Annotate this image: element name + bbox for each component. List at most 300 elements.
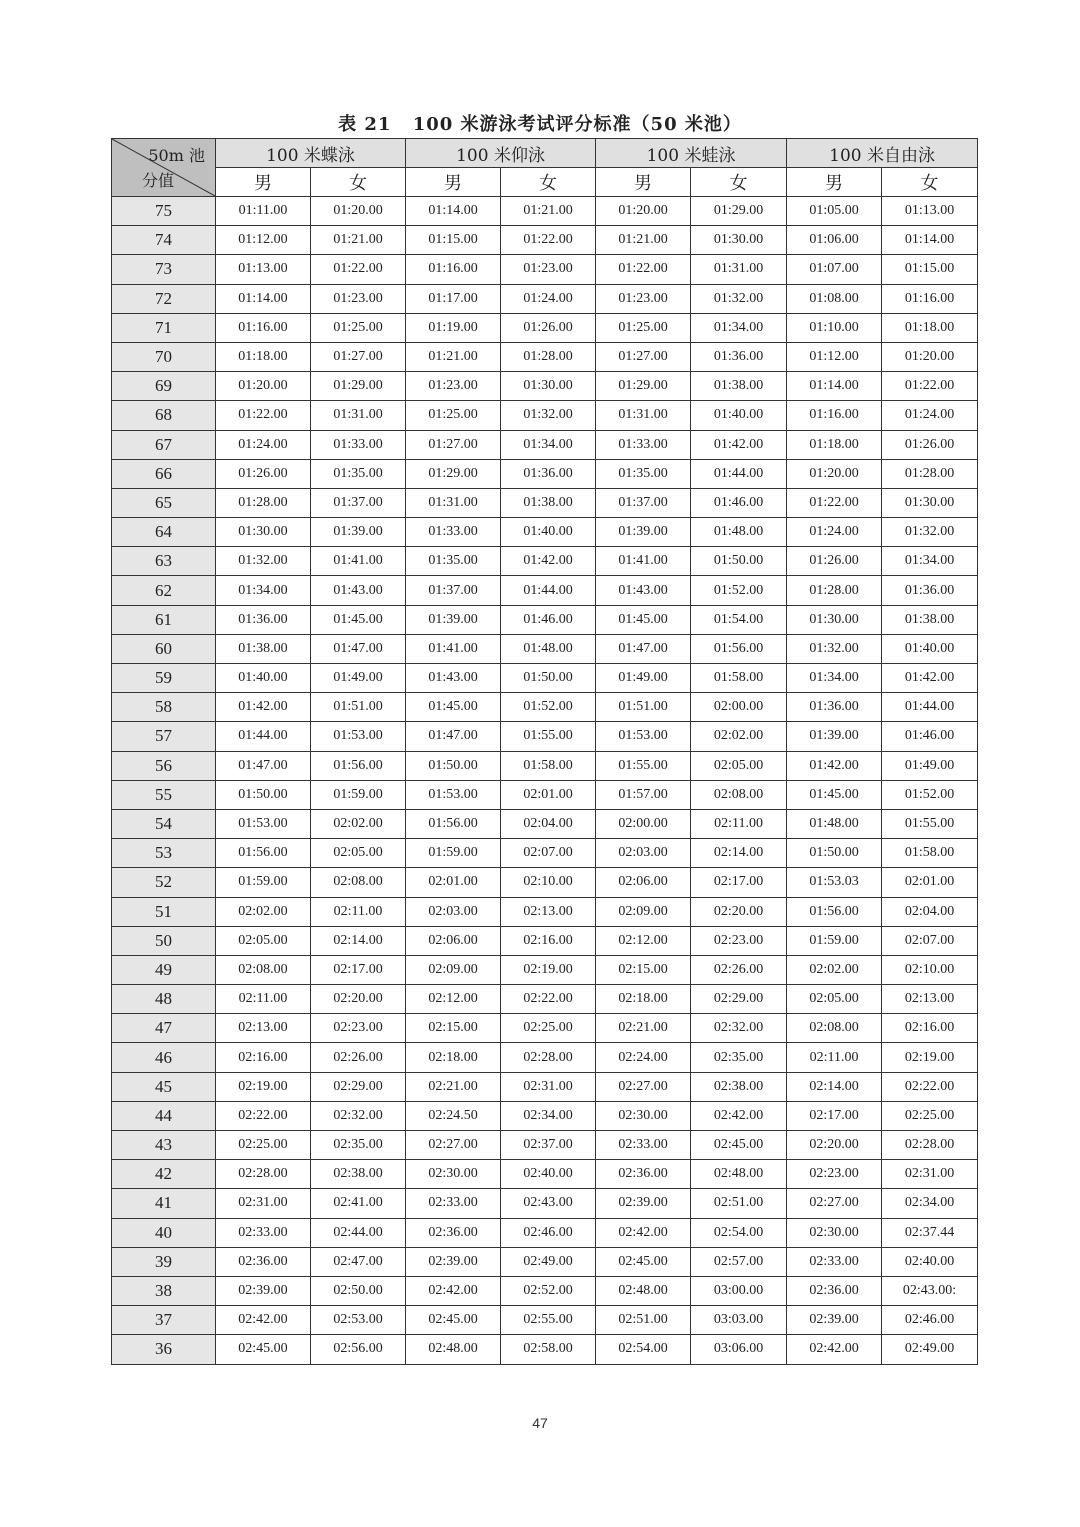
time-cell: 02:24.50 (406, 1101, 501, 1130)
time-cell: 02:39.00 (787, 1306, 882, 1335)
time-cell: 02:04.00 (501, 809, 596, 838)
time-cell: 01:05.00 (787, 197, 882, 226)
time-cell: 02:30.00 (596, 1101, 691, 1130)
table-number: 表 21 (338, 114, 392, 135)
time-cell: 02:48.00 (406, 1335, 501, 1364)
table-row (112, 1218, 978, 1247)
time-cell: 01:56.00 (216, 839, 311, 868)
score-value: 44 (112, 1101, 216, 1130)
score-value: 63 (112, 547, 216, 576)
time-cell: 02:20.00 (691, 897, 787, 926)
time-cell: 01:20.00 (882, 342, 978, 371)
time-cell: 02:16.00 (882, 1014, 978, 1043)
time-cell: 01:40.00 (216, 664, 311, 693)
time-cell: 02:25.00 (216, 1131, 311, 1160)
time-cell: 02:11.00 (311, 897, 406, 926)
time-cell: 02:39.00 (406, 1247, 501, 1276)
time-cell: 02:26.00 (691, 955, 787, 984)
time-cell: 02:01.00 (406, 868, 501, 897)
time-cell: 02:43.00 (501, 1189, 596, 1218)
time-cell: 01:16.00 (882, 284, 978, 313)
time-cell: 01:32.00 (216, 547, 311, 576)
time-cell: 01:47.00 (406, 722, 501, 751)
time-cell: 02:49.00 (501, 1247, 596, 1276)
time-cell: 02:20.00 (787, 1131, 882, 1160)
time-cell: 02:33.00 (216, 1218, 311, 1247)
time-cell: 02:35.00 (311, 1131, 406, 1160)
corner-score-label: 分值 (142, 171, 175, 190)
time-cell: 01:41.00 (596, 547, 691, 576)
score-value: 50 (112, 926, 216, 955)
time-cell: 01:58.00 (882, 839, 978, 868)
time-cell: 02:31.00 (882, 1160, 978, 1189)
time-cell: 01:30.00 (882, 488, 978, 517)
time-cell: 01:48.00 (691, 518, 787, 547)
time-cell: 01:24.00 (787, 518, 882, 547)
time-cell: 03:06.00 (691, 1335, 787, 1364)
time-cell: 01:58.00 (691, 664, 787, 693)
table-row (112, 985, 978, 1014)
table-row (112, 372, 978, 401)
time-cell: 02:55.00 (501, 1306, 596, 1335)
time-cell: 01:35.00 (406, 547, 501, 576)
time-cell: 01:34.00 (787, 664, 882, 693)
time-cell: 01:24.00 (501, 284, 596, 313)
time-cell: 01:17.00 (406, 284, 501, 313)
time-cell: 02:49.00 (882, 1335, 978, 1364)
score-value: 56 (112, 751, 216, 780)
time-cell: 02:16.00 (501, 926, 596, 955)
time-cell: 01:40.00 (882, 634, 978, 663)
time-cell: 01:52.00 (882, 780, 978, 809)
time-cell: 02:21.00 (406, 1072, 501, 1101)
time-cell: 01:38.00 (501, 488, 596, 517)
time-cell: 01:50.00 (691, 547, 787, 576)
time-cell: 02:36.00 (216, 1247, 311, 1276)
time-cell: 02:19.00 (501, 955, 596, 984)
time-cell: 02:14.00 (691, 839, 787, 868)
time-cell: 01:15.00 (882, 255, 978, 284)
time-cell: 01:53.03 (787, 868, 882, 897)
time-cell: 02:54.00 (691, 1218, 787, 1247)
table-row (112, 430, 978, 459)
time-cell: 02:46.00 (882, 1306, 978, 1335)
time-cell: 02:14.00 (311, 926, 406, 955)
time-cell: 02:36.00 (596, 1160, 691, 1189)
time-cell: 01:38.00 (882, 605, 978, 634)
score-value: 66 (112, 459, 216, 488)
time-cell: 02:10.00 (501, 868, 596, 897)
table-row (112, 284, 978, 313)
time-cell: 02:37.44 (882, 1218, 978, 1247)
corner-pool-label: 50m 池 (148, 146, 205, 165)
time-cell: 02:22.00 (216, 1101, 311, 1130)
corner-header (112, 139, 216, 197)
time-cell: 02:48.00 (691, 1160, 787, 1189)
time-cell: 02:17.00 (311, 955, 406, 984)
time-cell: 02:41.00 (311, 1189, 406, 1218)
time-cell: 02:57.00 (691, 1247, 787, 1276)
gender-header: 男 (216, 168, 311, 197)
time-cell: 01:12.00 (787, 342, 882, 371)
time-cell: 01:53.00 (311, 722, 406, 751)
time-cell: 02:45.00 (691, 1131, 787, 1160)
time-cell: 01:27.00 (311, 342, 406, 371)
time-cell: 02:03.00 (406, 897, 501, 926)
time-cell: 02:26.00 (311, 1043, 406, 1072)
time-cell: 01:37.00 (596, 488, 691, 517)
table-row (112, 605, 978, 634)
time-cell: 01:39.00 (787, 722, 882, 751)
time-cell: 02:24.00 (596, 1043, 691, 1072)
time-cell: 01:34.00 (691, 313, 787, 342)
time-cell: 01:44.00 (501, 576, 596, 605)
table-row (112, 1131, 978, 1160)
time-cell: 02:40.00 (882, 1247, 978, 1276)
time-cell: 01:56.00 (406, 809, 501, 838)
time-cell: 01:08.00 (787, 284, 882, 313)
time-cell: 02:31.00 (501, 1072, 596, 1101)
table-row (112, 459, 978, 488)
score-value: 67 (112, 430, 216, 459)
time-cell: 02:09.00 (596, 897, 691, 926)
time-cell: 02:15.00 (596, 955, 691, 984)
time-cell: 01:31.00 (596, 401, 691, 430)
score-value: 71 (112, 313, 216, 342)
time-cell: 01:36.00 (691, 342, 787, 371)
score-value: 54 (112, 809, 216, 838)
time-cell: 02:32.00 (311, 1101, 406, 1130)
time-cell: 02:28.00 (501, 1043, 596, 1072)
time-cell: 02:56.00 (311, 1335, 406, 1364)
time-cell: 01:20.00 (216, 372, 311, 401)
time-cell: 02:33.00 (596, 1131, 691, 1160)
time-cell: 01:23.00 (311, 284, 406, 313)
time-cell: 01:48.00 (501, 634, 596, 663)
time-cell: 02:13.00 (882, 985, 978, 1014)
time-cell: 01:39.00 (596, 518, 691, 547)
time-cell: 01:33.00 (596, 430, 691, 459)
table-row (112, 868, 978, 897)
table-row (112, 255, 978, 284)
time-cell: 02:03.00 (596, 839, 691, 868)
time-cell: 01:25.00 (311, 313, 406, 342)
time-cell: 01:59.00 (787, 926, 882, 955)
time-cell: 01:34.00 (216, 576, 311, 605)
score-value: 70 (112, 342, 216, 371)
time-cell: 01:50.00 (787, 839, 882, 868)
time-cell: 02:37.00 (501, 1131, 596, 1160)
time-cell: 01:57.00 (596, 780, 691, 809)
table-row (112, 839, 978, 868)
time-cell: 01:31.00 (691, 255, 787, 284)
time-cell: 02:27.00 (406, 1131, 501, 1160)
time-cell: 01:22.00 (787, 488, 882, 517)
group-breaststroke: 100 米蛙泳 (596, 139, 787, 168)
score-table (111, 138, 978, 1365)
table-title-text: 100 米游泳考试评分标准（50 米池） (412, 114, 742, 135)
time-cell: 01:53.00 (596, 722, 691, 751)
time-cell: 02:39.00 (216, 1276, 311, 1305)
time-cell: 02:46.00 (501, 1218, 596, 1247)
time-cell: 02:30.00 (406, 1160, 501, 1189)
time-cell: 01:59.00 (216, 868, 311, 897)
time-cell: 01:29.00 (406, 459, 501, 488)
score-value: 49 (112, 955, 216, 984)
table-row (112, 1306, 978, 1335)
time-cell: 02:05.00 (787, 985, 882, 1014)
score-value: 38 (112, 1276, 216, 1305)
time-cell: 02:22.00 (501, 985, 596, 1014)
score-value: 47 (112, 1014, 216, 1043)
score-value: 59 (112, 664, 216, 693)
score-value: 37 (112, 1306, 216, 1335)
time-cell: 02:44.00 (311, 1218, 406, 1247)
time-cell: 01:14.00 (216, 284, 311, 313)
time-cell: 01:22.00 (216, 401, 311, 430)
score-value: 55 (112, 780, 216, 809)
time-cell: 01:38.00 (216, 634, 311, 663)
time-cell: 01:46.00 (501, 605, 596, 634)
time-cell: 01:07.00 (787, 255, 882, 284)
time-cell: 01:42.00 (501, 547, 596, 576)
page-number: 47 (532, 1415, 548, 1431)
time-cell: 02:18.00 (406, 1043, 501, 1072)
time-cell: 02:31.00 (216, 1189, 311, 1218)
time-cell: 02:33.00 (787, 1247, 882, 1276)
time-cell: 01:58.00 (501, 751, 596, 780)
time-cell: 01:25.00 (596, 313, 691, 342)
time-cell: 01:21.00 (596, 226, 691, 255)
time-cell: 01:16.00 (406, 255, 501, 284)
time-cell: 01:15.00 (406, 226, 501, 255)
time-cell: 02:53.00 (311, 1306, 406, 1335)
time-cell: 02:00.00 (596, 809, 691, 838)
gender-header: 女 (882, 168, 978, 197)
table-row (112, 1072, 978, 1101)
table-row (112, 809, 978, 838)
time-cell: 01:41.00 (406, 634, 501, 663)
time-cell: 01:43.00 (406, 664, 501, 693)
score-value: 73 (112, 255, 216, 284)
time-cell: 02:01.00 (501, 780, 596, 809)
time-cell: 01:55.00 (501, 722, 596, 751)
time-cell: 01:21.00 (406, 342, 501, 371)
table-row (112, 197, 978, 226)
time-cell: 01:55.00 (596, 751, 691, 780)
time-cell: 02:14.00 (787, 1072, 882, 1101)
time-cell: 01:44.00 (691, 459, 787, 488)
time-cell: 01:29.00 (596, 372, 691, 401)
time-cell: 02:15.00 (406, 1014, 501, 1043)
time-cell: 01:54.00 (691, 605, 787, 634)
table-title (0, 110, 1080, 136)
table-row (112, 1276, 978, 1305)
time-cell: 02:27.00 (787, 1189, 882, 1218)
table-row (112, 722, 978, 751)
time-cell: 02:17.00 (787, 1101, 882, 1130)
time-cell: 01:14.00 (787, 372, 882, 401)
time-cell: 01:35.00 (596, 459, 691, 488)
time-cell: 01:42.00 (216, 693, 311, 722)
table-row (112, 1101, 978, 1130)
time-cell: 01:23.00 (406, 372, 501, 401)
time-cell: 02:05.00 (311, 839, 406, 868)
time-cell: 02:42.00 (406, 1276, 501, 1305)
time-cell: 01:46.00 (691, 488, 787, 517)
time-cell: 01:34.00 (501, 430, 596, 459)
time-cell: 02:47.00 (311, 1247, 406, 1276)
time-cell: 01:30.00 (787, 605, 882, 634)
header-row-groups (112, 139, 978, 168)
time-cell: 01:50.00 (216, 780, 311, 809)
time-cell: 01:31.00 (406, 488, 501, 517)
score-value: 60 (112, 634, 216, 663)
time-cell: 01:35.00 (311, 459, 406, 488)
time-cell: 01:56.00 (787, 897, 882, 926)
time-cell: 01:42.00 (691, 430, 787, 459)
time-cell: 01:50.00 (501, 664, 596, 693)
table-row (112, 751, 978, 780)
gender-header: 男 (406, 168, 501, 197)
time-cell: 02:36.00 (787, 1276, 882, 1305)
time-cell: 01:59.00 (406, 839, 501, 868)
time-cell: 02:23.00 (311, 1014, 406, 1043)
group-butterfly: 100 米蝶泳 (216, 139, 406, 168)
time-cell: 01:13.00 (216, 255, 311, 284)
time-cell: 02:18.00 (596, 985, 691, 1014)
time-cell: 01:20.00 (787, 459, 882, 488)
time-cell: 02:01.00 (882, 868, 978, 897)
time-cell: 02:05.00 (216, 926, 311, 955)
table-row (112, 342, 978, 371)
score-value: 57 (112, 722, 216, 751)
time-cell: 01:47.00 (596, 634, 691, 663)
time-cell: 02:33.00 (406, 1189, 501, 1218)
time-cell: 02:02.00 (311, 809, 406, 838)
time-cell: 01:36.00 (882, 576, 978, 605)
score-value: 46 (112, 1043, 216, 1072)
time-cell: 01:22.00 (501, 226, 596, 255)
time-cell: 01:33.00 (406, 518, 501, 547)
time-cell: 01:27.00 (596, 342, 691, 371)
time-cell: 02:19.00 (216, 1072, 311, 1101)
time-cell: 01:26.00 (501, 313, 596, 342)
time-cell: 01:30.00 (501, 372, 596, 401)
time-cell: 01:18.00 (216, 342, 311, 371)
time-cell: 01:48.00 (787, 809, 882, 838)
score-value: 74 (112, 226, 216, 255)
time-cell: 01:28.00 (787, 576, 882, 605)
score-value: 62 (112, 576, 216, 605)
time-cell: 02:32.00 (691, 1014, 787, 1043)
time-cell: 01:55.00 (882, 809, 978, 838)
time-cell: 02:45.00 (596, 1247, 691, 1276)
time-cell: 01:42.00 (787, 751, 882, 780)
time-cell: 02:34.00 (882, 1189, 978, 1218)
time-cell: 01:14.00 (406, 197, 501, 226)
time-cell: 01:39.00 (406, 605, 501, 634)
time-cell: 01:40.00 (691, 401, 787, 430)
time-cell: 01:49.00 (882, 751, 978, 780)
time-cell: 02:02.00 (691, 722, 787, 751)
time-cell: 01:32.00 (787, 634, 882, 663)
time-cell: 01:47.00 (311, 634, 406, 663)
time-cell: 01:24.00 (216, 430, 311, 459)
time-cell: 02:20.00 (311, 985, 406, 1014)
time-cell: 01:20.00 (596, 197, 691, 226)
time-cell: 01:23.00 (501, 255, 596, 284)
time-cell: 01:51.00 (596, 693, 691, 722)
time-cell: 01:36.00 (787, 693, 882, 722)
time-cell: 02:23.00 (691, 926, 787, 955)
score-value: 68 (112, 401, 216, 430)
score-value: 61 (112, 605, 216, 634)
time-cell: 01:42.00 (882, 664, 978, 693)
time-cell: 02:54.00 (596, 1335, 691, 1364)
time-cell: 01:45.00 (406, 693, 501, 722)
time-cell: 01:29.00 (691, 197, 787, 226)
time-cell: 02:34.00 (501, 1101, 596, 1130)
time-cell: 03:00.00 (691, 1276, 787, 1305)
time-cell: 01:52.00 (691, 576, 787, 605)
time-cell: 01:25.00 (406, 401, 501, 430)
time-cell: 01:47.00 (216, 751, 311, 780)
time-cell: 02:50.00 (311, 1276, 406, 1305)
time-cell: 01:34.00 (882, 547, 978, 576)
time-cell: 01:24.00 (882, 401, 978, 430)
time-cell: 02:11.00 (787, 1043, 882, 1072)
time-cell: 02:09.00 (406, 955, 501, 984)
table-row (112, 664, 978, 693)
time-cell: 01:10.00 (787, 313, 882, 342)
time-cell: 02:11.00 (216, 985, 311, 1014)
time-cell: 02:45.00 (406, 1306, 501, 1335)
time-cell: 02:19.00 (882, 1043, 978, 1072)
time-cell: 02:52.00 (501, 1276, 596, 1305)
gender-header: 男 (787, 168, 882, 197)
time-cell: 01:26.00 (882, 430, 978, 459)
time-cell: 01:43.00 (311, 576, 406, 605)
time-cell: 02:51.00 (596, 1306, 691, 1335)
time-cell: 02:08.00 (787, 1014, 882, 1043)
time-cell: 01:41.00 (311, 547, 406, 576)
group-backstroke: 100 米仰泳 (406, 139, 596, 168)
time-cell: 02:12.00 (406, 985, 501, 1014)
time-cell: 02:48.00 (596, 1276, 691, 1305)
time-cell: 01:46.00 (882, 722, 978, 751)
time-cell: 01:26.00 (787, 547, 882, 576)
time-cell: 02:45.00 (216, 1335, 311, 1364)
time-cell: 01:45.00 (787, 780, 882, 809)
table-row (112, 634, 978, 663)
time-cell: 02:42.00 (787, 1335, 882, 1364)
time-cell: 01:28.00 (882, 459, 978, 488)
table-body (112, 197, 978, 1365)
time-cell: 02:06.00 (406, 926, 501, 955)
score-value: 36 (112, 1335, 216, 1364)
time-cell: 02:30.00 (787, 1218, 882, 1247)
score-value: 65 (112, 488, 216, 517)
score-value: 69 (112, 372, 216, 401)
time-cell: 02:22.00 (882, 1072, 978, 1101)
table-row (112, 1043, 978, 1072)
time-cell: 02:58.00 (501, 1335, 596, 1364)
time-cell: 02:04.00 (882, 897, 978, 926)
table-row (112, 780, 978, 809)
score-value: 43 (112, 1131, 216, 1160)
time-cell: 02:43.00: (882, 1276, 978, 1305)
